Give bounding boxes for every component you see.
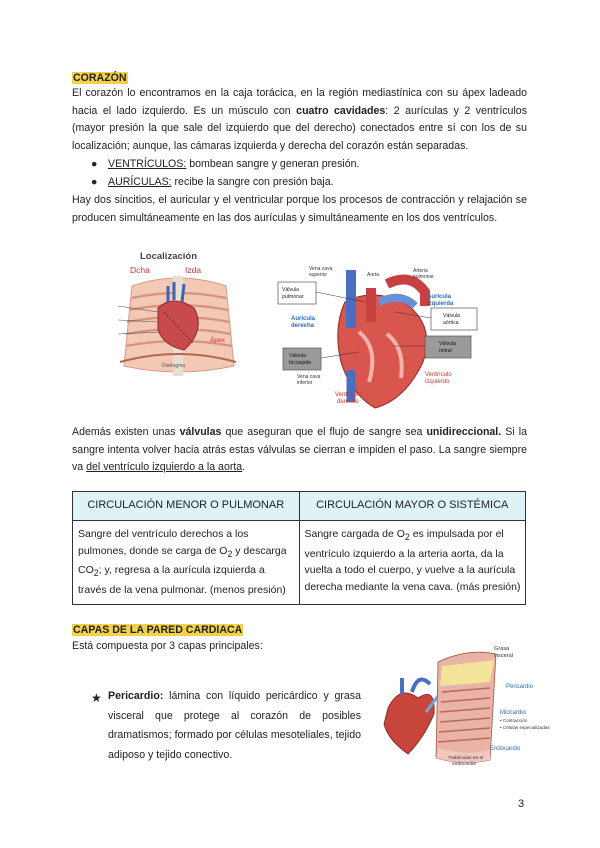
star-bullet-icon: ★ [91,691,102,705]
figure-title: Localización [140,251,198,262]
section-heading-capas [72,622,243,640]
label-celulas: • Células especializadas [500,725,550,730]
table-cell-pulmonar: Sangre del ventrículo derechos a los pulmones, donde se carga de $O_2$ y descarga $CO_2$; y, regresa a la aurícula izquierda a través de la vena pulmonar. (menos presión) [73,521,300,605]
label-izda: Izda [185,265,202,275]
label-aorta: Aorta [367,272,379,278]
circulation-table [72,491,526,605]
label-diafragma: Diafragma [162,363,186,369]
list-item-ventriculos: ● VENTRÍCULOS: bombean sangre y generan presión. [91,158,360,170]
list-item-auriculas: ● AURÍCULAS: recibe la sangre con presión baja. [91,176,334,188]
label-arteria-pulmonar: Arteria pulmonar [413,268,434,280]
label-endocardio: Endocardio [490,746,521,752]
pericardio-item: Pericardio: lámina con líquido pericárdico y grasa visceral que protege al corazón de posibles dramatismos; formado por células mesoteliales, tejido adiposo y tejido conectivo. [108,690,361,761]
table-header-sistemica: CIRCULACIÓN MAYOR O SISTÉMICA [299,492,526,521]
heading-text: CORAZÓN [73,72,127,84]
label-vena-cava-sup: Vena cava superior [309,266,333,278]
heart-anatomy-figure [275,262,483,414]
capas-intro: Está compuesta por 3 capas principales: [72,640,263,652]
label-grasa-visceral: Grasa visceral [494,646,513,659]
label-apex: Ápex [210,337,225,344]
heading-text: CAPAS DE LA PARED CARDIACA [73,624,243,636]
valvulas-paragraph: Además existen unas válvulas que aseguran que el flujo de sangre sea unidireccional. Si la sangre intenta volver hacia atrás estas válvulas se cierran e impiden el paso. La sangre siempre va del ventrículo izquierdo a la aorta. [72,426,527,474]
label-valvula-mitral: Válvula mitral [439,341,457,354]
table-header-pulmonar: CIRCULACIÓN MENOR O PULMONAR [73,492,300,521]
label-trabeculas: Trabéculas en el endocardio [448,756,484,767]
label-pericardio: Pericardio [506,684,534,690]
label-ventriculo-izquierdo: Ventrículo izquierdo [425,372,452,385]
label-valvula-aortica: Válvula aórtica [443,313,461,326]
label-valvula-pulmonar: Válvula pulmonar [282,287,304,300]
heart-location-figure [118,246,238,386]
label-auricula-derecha: Aurícula derecha [291,316,316,329]
label-contraccion: • Contracción [500,718,528,723]
label-ventriculo-derecho: Ventrículo derecho [335,392,362,405]
label-dcha: Dcha [130,265,150,275]
label-auricula-izquierda: Aurícula izquierda [427,294,454,307]
sincitios-paragraph: Hay dos sincitios, el auricular y el ventricular porque los procesos de contracción y relajación se producen simultáneamente en las dos aurículas y simultáneamente en los dos ventrículos. [72,194,527,224]
cardiac-wall-figure [378,642,550,772]
intro-paragraph: El corazón lo encontramos en la caja torácica, en la región mediastínica con su ápex ladeado hacia el lado izquierdo. Es un músculo con cuatro cavidades: 2 aurículas y 2 ventrículos (mayor presión la que sale del izquierdo que del derecho) conectados entre sí con los de su localización; aunque, las cámaras izquierda y derecha del corazón están separadas. [72,87,527,152]
label-valvula-tricuspide: Válvula tricúspide [289,353,312,366]
label-miocardio: Miocardio [500,710,527,716]
page-number: 3 [518,798,525,810]
table-cell-sistemica: Sangre cargada de $O_2$ es impulsada por el ventrículo izquierdo a la arteria aorta, da la vuelta a todo el cuerpo, y vuelve a la aurícula derecha mediante la vena cava. (más presión) [299,521,526,605]
label-vena-cava-inf: Vena cava inferior [297,374,321,386]
